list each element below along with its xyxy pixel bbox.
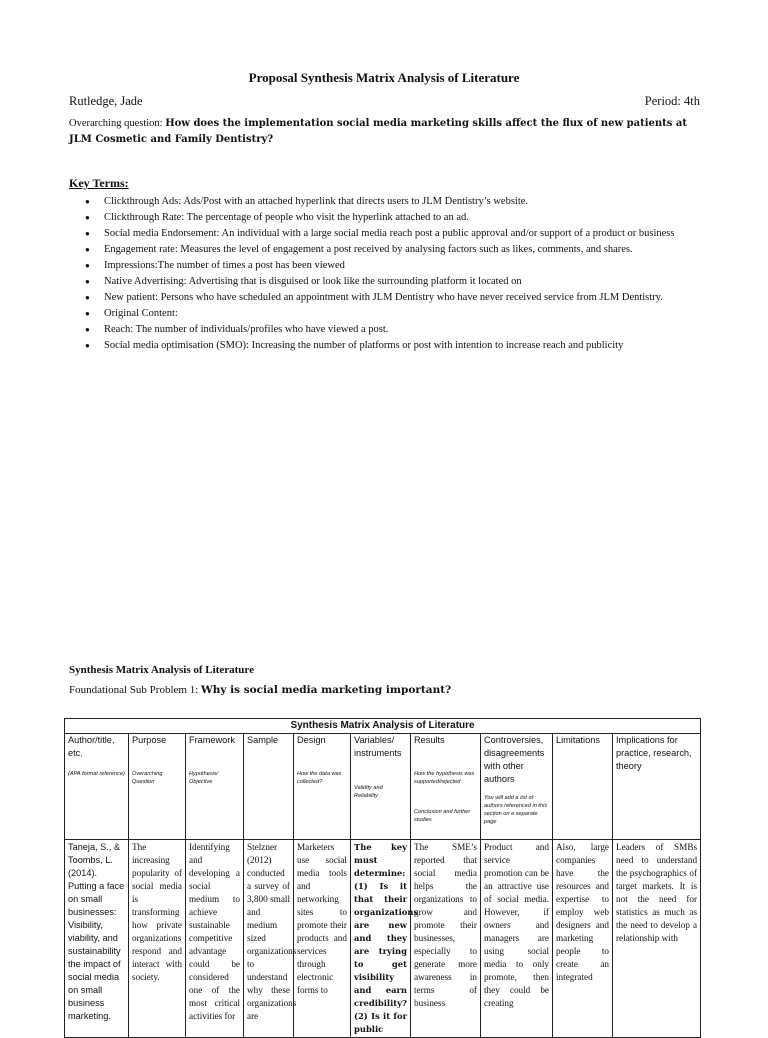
- table-row: [65, 840, 701, 1038]
- author-name: Rutledge, Jade: [69, 94, 143, 108]
- key-term-item: ● Engagement rate: Measures the level of engagement a post received by analysing factors such as likes, comments, and shares.: [104, 242, 744, 258]
- sub-problem-label: Foundational Sub Problem 1:: [69, 684, 199, 696]
- key-term-item: ● Clickthrough Rate: The percentage of people who visit the hyperlink attached to an ad.: [104, 210, 744, 226]
- column-header: Implications for practice, research, theory: [613, 734, 701, 840]
- synthesis-matrix-table: [64, 718, 701, 1038]
- matrix-header-row: [65, 734, 701, 840]
- overarching-question-text: How does the implementation social media marketing skills affect the flux of new patients at JLM Cosmetic and Family Dentistry?: [69, 118, 687, 145]
- table-cell: Taneja, S., & Toombs, L. (2014). Putting a face on small businesses: Visibility, viability, and sustainability the impact of social media on small business marketing.: [65, 840, 129, 1038]
- column-header: Controversies, disagreements with other authors You will add a list of authors referenced in this section on a separate page: [481, 734, 553, 840]
- table-cell: Product and service promotion can be an attractive use of social media. However, if owners and managers are using social media to only promote, then they could be creating: [481, 840, 553, 1038]
- key-term-item: ● New patient: Persons who have scheduled an appointment with JLM Dentistry who have never received service from JLM Dentistry.: [104, 290, 744, 306]
- table-cell: The key must determine: (1) Is it that their organizations are new and they are trying to get visibility and earn credibility? (2) Is it for public: [351, 840, 411, 1038]
- key-terms-list: [69, 194, 744, 354]
- sub-problem-question: Why is social media marketing important?: [201, 684, 452, 696]
- class-period: Period: 4th: [644, 94, 700, 108]
- key-term-item: ● Social media optimisation (SMO): Increasing the number of platforms or post with intention to increase reach and publicity: [104, 338, 744, 354]
- key-terms-heading: Key Terms:: [69, 176, 129, 190]
- document-title: Proposal Synthesis Matrix Analysis of Literature: [248, 70, 520, 85]
- overarching-question: [69, 116, 709, 148]
- table-cell: The increasing popularity of social media is transforming how private organizations respond and interact with society.: [129, 840, 186, 1038]
- sub-problem: [69, 684, 451, 696]
- synthesis-heading: Synthesis Matrix Analysis of Literature: [69, 664, 254, 676]
- key-term-item: ● Original Content:: [104, 306, 744, 322]
- table-cell: Stelzner (2012) conducted a survey of 3,800 small and medium sized organizations to understand why these organizations are: [244, 840, 294, 1038]
- key-term-item: ● Clickthrough Ads: Ads/Post with an attached hyperlink that directs users to JLM Dentistry’s website.: [104, 194, 744, 210]
- table-cell: Also, large companies have the resources and expertise to employ web designers and marketing people to create an integrated: [553, 840, 613, 1038]
- column-header: Variables/ instruments Validity and Reliability: [351, 734, 411, 840]
- column-header: Results How the hypothesis was supported/rejected Conclusion and further studies: [411, 734, 481, 840]
- column-header: Author/title, etc. (APA format reference): [65, 734, 129, 840]
- column-header: Framework Hypothesis/ Objective: [186, 734, 244, 840]
- table-cell: The SME’s reported that social media helps the organizations to grow and promote their businesses, especially to generate more awareness in terms of business: [411, 840, 481, 1038]
- overarching-question-label: Overarching question:: [69, 118, 163, 129]
- table-cell: Identifying and developing a social medium to achieve sustainable competitive advantage could be considered one of the most critical activities for: [186, 840, 244, 1038]
- column-header: Sample: [244, 734, 294, 840]
- column-header: Limitations: [553, 734, 613, 840]
- key-term-item: ● Impressions:The number of times a post has been viewed: [104, 258, 744, 274]
- table-cell: Marketers use social media tools and networking sites to promote their products and services through electronic forms to: [294, 840, 351, 1038]
- key-term-item: ● Social media Endorsement: An individual with a large social media reach post a public approval and/or support of a product or business: [104, 226, 744, 242]
- matrix-caption: Synthesis Matrix Analysis of Literature: [65, 719, 701, 734]
- synthesis-matrix: [64, 718, 700, 1034]
- column-header: Purpose Overarching Question: [129, 734, 186, 840]
- column-header: Design How the data was collected?: [294, 734, 351, 840]
- table-cell: Leaders of SMBs need to understand the psychographics of target markets. It is not the need for statistics as much as the need to develop a relationship with: [613, 840, 701, 1038]
- key-term-item: ● Native Advertising: Advertising that is disguised or look like the surrounding platform it located on: [104, 274, 744, 290]
- key-term-item: ● Reach: The number of individuals/profiles who have viewed a post.: [104, 322, 744, 338]
